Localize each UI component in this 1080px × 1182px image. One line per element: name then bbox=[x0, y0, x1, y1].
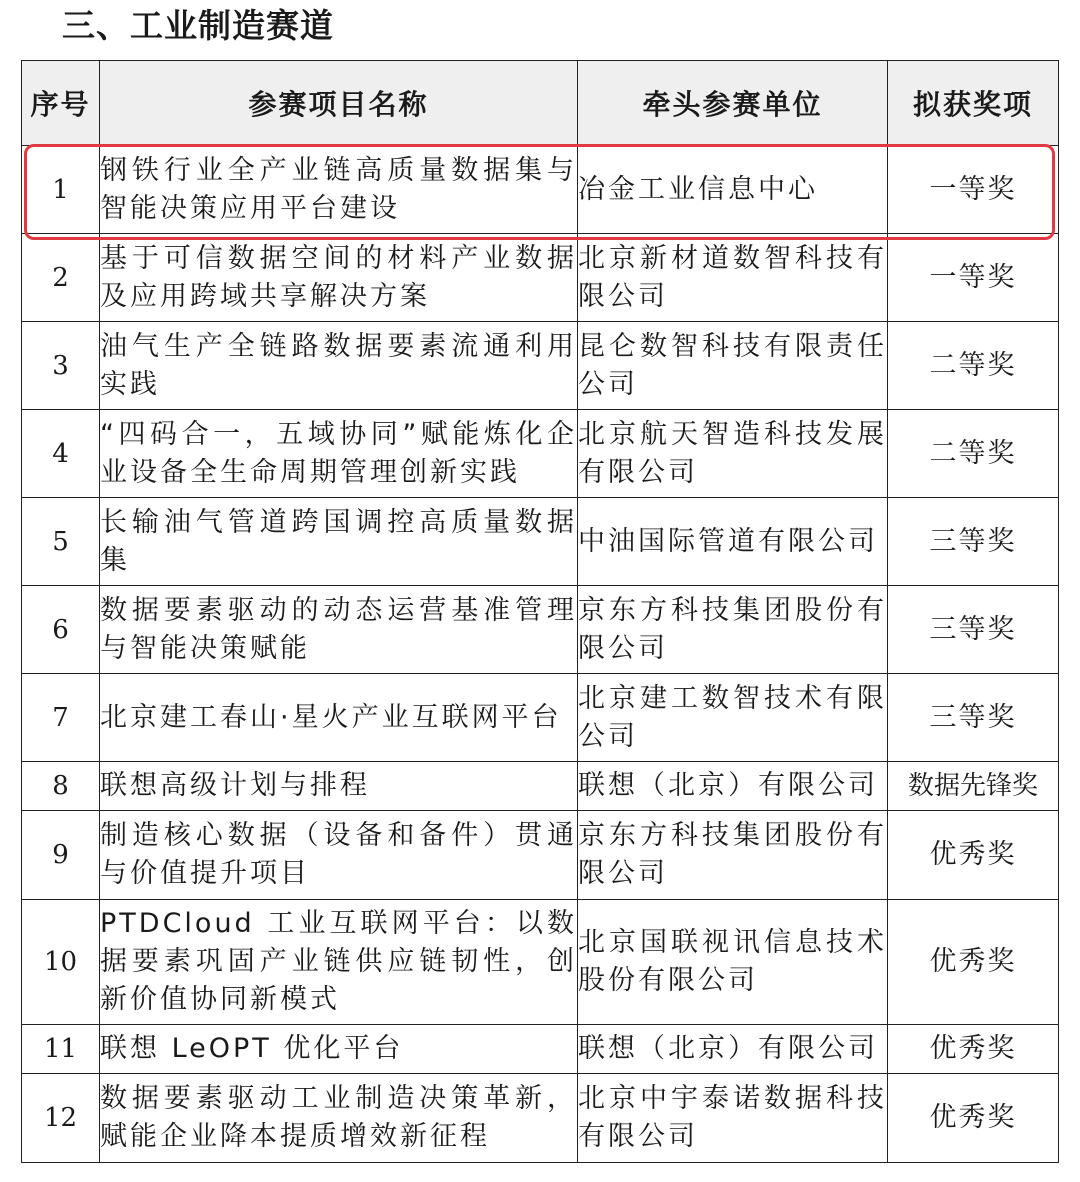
row-award: 三等奖 bbox=[888, 498, 1059, 586]
row-award: 三等奖 bbox=[888, 586, 1059, 674]
row-lead-org: 京东方科技集团股份有限公司 bbox=[578, 811, 888, 900]
row-lead-org: 北京建工数智技术有限公司 bbox=[578, 674, 888, 762]
row-seq: 3 bbox=[22, 322, 100, 410]
row-project-name: 北京建工春山·星火产业互联网平台 bbox=[100, 674, 578, 762]
table-row bbox=[22, 900, 1059, 1025]
header-project-name: 参赛项目名称 bbox=[100, 61, 578, 146]
row-award: 优秀奖 bbox=[888, 900, 1059, 1025]
table-row bbox=[22, 498, 1059, 586]
row-project-name: 钢铁行业全产业链高质量数据集与智能决策应用平台建设 bbox=[100, 146, 578, 234]
table-row bbox=[22, 322, 1059, 410]
row-project-name: “四码合一，五域协同”赋能炼化企业设备全生命周期管理创新实践 bbox=[100, 410, 578, 498]
row-award: 优秀奖 bbox=[888, 1074, 1059, 1163]
row-lead-org: 昆仑数智科技有限责任公司 bbox=[578, 322, 888, 410]
row-seq: 12 bbox=[22, 1074, 100, 1163]
table-row bbox=[22, 410, 1059, 498]
table-row bbox=[22, 586, 1059, 674]
row-lead-org: 联想（北京）有限公司 bbox=[578, 1025, 888, 1074]
row-award: 一等奖 bbox=[888, 146, 1059, 234]
row-seq: 4 bbox=[22, 410, 100, 498]
table-row bbox=[22, 811, 1059, 900]
row-project-name: PTDCloud 工业互联网平台：以数据要素巩固产业链供应链韧性，创新价值协同新模式 bbox=[100, 900, 578, 1025]
table-row bbox=[22, 1074, 1059, 1163]
row-award: 优秀奖 bbox=[888, 1025, 1059, 1074]
row-seq: 1 bbox=[22, 146, 100, 234]
table-row bbox=[22, 674, 1059, 762]
row-project-name: 数据要素驱动工业制造决策革新，赋能企业降本提质增效新征程 bbox=[100, 1074, 578, 1163]
row-project-name: 数据要素驱动的动态运营基准管理与智能决策赋能 bbox=[100, 586, 578, 674]
row-project-name: 油气生产全链路数据要素流通利用实践 bbox=[100, 322, 578, 410]
row-award: 一等奖 bbox=[888, 234, 1059, 322]
row-seq: 10 bbox=[22, 900, 100, 1025]
table-row bbox=[22, 146, 1059, 234]
row-project-name: 制造核心数据（设备和备件）贯通与价值提升项目 bbox=[100, 811, 578, 900]
row-award: 二等奖 bbox=[888, 322, 1059, 410]
row-lead-org: 京东方科技集团股份有限公司 bbox=[578, 586, 888, 674]
row-award: 三等奖 bbox=[888, 674, 1059, 762]
header-award: 拟获奖项 bbox=[888, 61, 1059, 146]
row-project-name: 联想 LeOPT 优化平台 bbox=[100, 1025, 578, 1074]
row-seq: 7 bbox=[22, 674, 100, 762]
row-project-name: 联想高级计划与排程 bbox=[100, 762, 578, 811]
table-row bbox=[22, 1025, 1059, 1074]
row-seq: 6 bbox=[22, 586, 100, 674]
row-lead-org: 北京新材道数智科技有限公司 bbox=[578, 234, 888, 322]
row-seq: 9 bbox=[22, 811, 100, 900]
row-lead-org: 联想（北京）有限公司 bbox=[578, 762, 888, 811]
awards-table bbox=[21, 60, 1059, 1163]
row-award: 优秀奖 bbox=[888, 811, 1059, 900]
table-row bbox=[22, 234, 1059, 322]
row-project-name: 基于可信数据空间的材料产业数据及应用跨域共享解决方案 bbox=[100, 234, 578, 322]
row-lead-org: 北京航天智造科技发展有限公司 bbox=[578, 410, 888, 498]
row-seq: 11 bbox=[22, 1025, 100, 1074]
row-lead-org: 北京国联视讯信息技术股份有限公司 bbox=[578, 900, 888, 1025]
table-header-row bbox=[22, 61, 1059, 146]
row-seq: 8 bbox=[22, 762, 100, 811]
section-title: 三、工业制造赛道 bbox=[62, 6, 334, 45]
header-seq: 序号 bbox=[22, 61, 100, 146]
header-lead-org: 牵头参赛单位 bbox=[578, 61, 888, 146]
table-row bbox=[22, 762, 1059, 811]
row-seq: 5 bbox=[22, 498, 100, 586]
row-lead-org: 中油国际管道有限公司 bbox=[578, 498, 888, 586]
row-seq: 2 bbox=[22, 234, 100, 322]
row-award: 数据先锋奖 bbox=[888, 762, 1059, 811]
row-lead-org: 冶金工业信息中心 bbox=[578, 146, 888, 234]
row-award: 二等奖 bbox=[888, 410, 1059, 498]
row-project-name: 长输油气管道跨国调控高质量数据集 bbox=[100, 498, 578, 586]
row-lead-org: 北京中宇泰诺数据科技有限公司 bbox=[578, 1074, 888, 1163]
